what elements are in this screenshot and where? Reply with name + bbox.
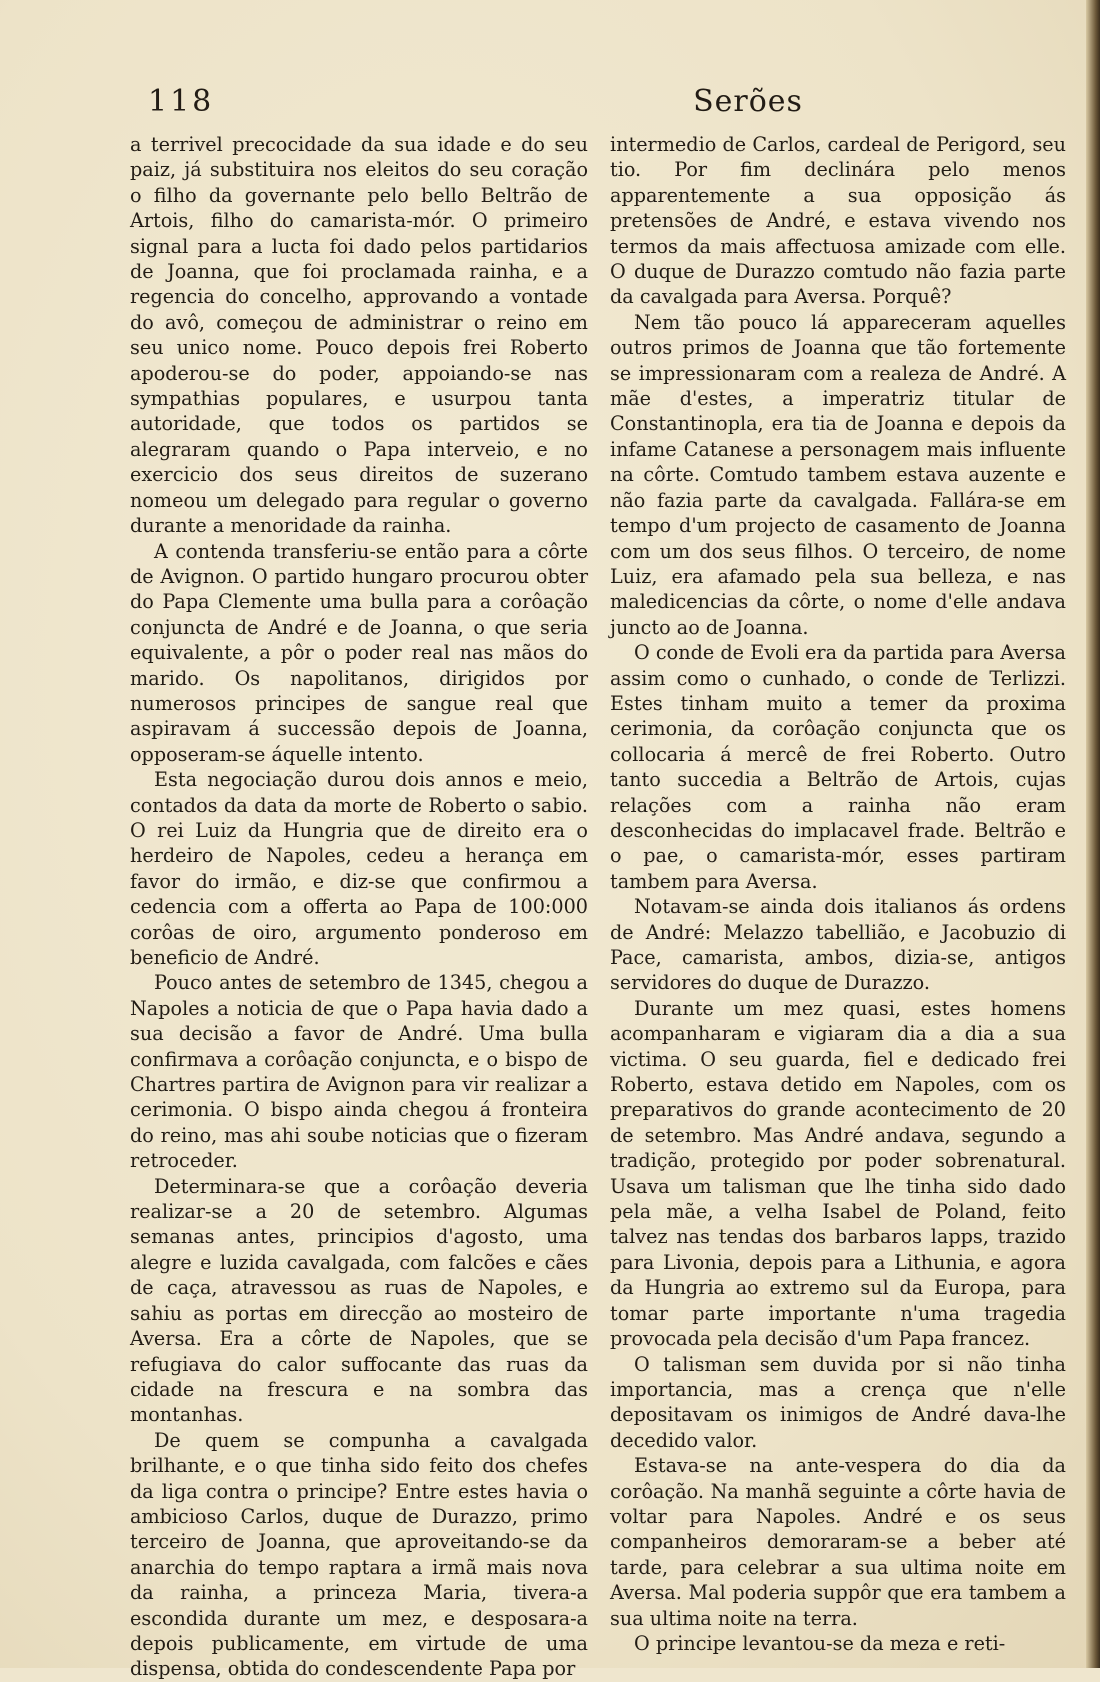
paragraph: Determinara-se que a corôação deveria realizar-se a 20 de setembro. Algumas semanas antes, principios d'agosto, uma alegre e luzida cavalgada, com falcões e cães de caça, atravessou as ruas de Napoles, e sahiu as portas em direcção ao mosteiro de Aversa. Era a côrte de Napoles, que se refugiava do calor suffocante das ruas da cidade na frescura e na sombra das montanhas.: [130, 1174, 588, 1427]
page-header: [148, 82, 1068, 122]
paragraph: Estava-se na ante-vespera do dia da corôação. Na manhã seguinte a côrte havia de voltar para Napoles. André e os seus companheiros demoraram-se a beber até tarde, para celebrar a sua ultima noite em Aversa. Mal poderia suppôr que era tambem a sua ultima noite na terra.: [610, 1454, 1066, 1630]
right-column: [610, 132, 1066, 1656]
paragraph: Pouco antes de setembro de 1345, chegou a Napoles a noticia de que o Papa havia dado a sua decisão a favor de André. Uma bulla confirmava a corôação conjuncta, e o bispo de Chartres partira de Avignon para vir realizar a cerimonia. O bispo ainda chegou á fronteira do reino, mas ahi soube noticias que o fizeram retroceder.: [130, 971, 588, 1173]
paragraph: De quem se compunha a cavalgada brilhante, e o que tinha sido feito dos chefes da liga contra o principe? Entre estes havia o ambicioso Carlos, duque de Durazzo, primo terceiro de Joanna, que aproveitando-se da anarchia do tempo raptara a irmã mais nova da rainha, a princeza Maria, tivera-a escondida durante um mez, e desposara-a depois publicamente, em virtude de uma dispensa, obtida do condescendente Papa por: [130, 1428, 588, 1681]
paragraph: intermedio de Carlos, cardeal de Perigord, seu tio. Por fim declinára pelo menos apparentemente a sua opposição ás pretensões de André, e estava vivendo nos termos da mais affectuosa amizade com elle. O duque de Durazzo comtudo não fazia parte da cavalgada para Aversa. Porquê?: [610, 133, 1066, 309]
paragraph: O talisman sem duvida por si não tinha importancia, mas a crença que n'elle depositavam os inimigos de André dava-lhe decedido valor.: [610, 1352, 1066, 1452]
left-column: [130, 132, 588, 1682]
page-edge-shadow: [1086, 0, 1100, 1668]
paragraph: a terrivel precocidade da sua idade e do seu paiz, já substituira nos eleitos do seu coração o filho da governante pelo bello Beltrão de Artois, filho do camarista-mór. O primeiro signal para a lucta foi dado pelos partidarios de Joanna, que foi proclamada rainha, e a regencia do concelho, approvando a vontade do avô, começou de administrar o reino em seu unico nome. Pouco depois frei Roberto apoderou-se do poder, appoiando-se nas sympathias populares, e usurpou tanta autoridade, que todos os partidos se alegraram quando o Papa interveio, e no exercicio dos seus direitos de suzerano nomeou um delegado para regular o governo durante a menoridade da rainha.: [130, 133, 588, 538]
paragraph: A contenda transferiu-se então para a côrte de Avignon. O partido hungaro procurou obter do Papa Clemente uma bulla para a corôação conjuncta de André e de Joanna, o que seria equivalente, a pôr o poder real nas mãos do marido. Os napolitanos, dirigidos por numerosos principes de sangue real que aspiravam á successão depois de Joanna, opposeram-se áquelle intento.: [130, 539, 588, 766]
paragraph: Nem tão pouco lá appareceram aquelles outros primos de Joanna que tão fortemente se impressionaram com a realeza de André. A mãe d'estes, a imperatriz titular de Constantinopla, era tia de Joanna e depois da infame Catanese a personagem mais influente na côrte. Comtudo tambem estava auzente e não fazia parte da cavalgada. Fallára-se em tempo d'um projecto de casamento de Joanna com um dos seus filhos. O terceiro, de nome Luiz, era afamado pela sua belleza, e nas maledicencias da côrte, o nome d'elle andava juncto ao de Joanna.: [610, 310, 1066, 639]
running-title: Serões: [693, 84, 803, 119]
paragraph: Durante um mez quasi, estes homens acompanharam e vigiaram dia a dia a sua victima. O seu guarda, fiel e dedicado frei Roberto, estava detido em Napoles, com os preparativos do grande acontecimento de 20 de setembro. Mas André andava, segundo a tradição, protegido por poder sobrenatural. Usava um talisman que lhe tinha sido dado pela mãe, a velha Isabel de Poland, feito talvez nas tendas dos barbaros lapps, trazido para Livonia, depois para a Lithunia, e agora da Hungria ao extremo sul da Europa, para tomar parte importante n'uma tragedia provocada pela decisão d'um Papa francez.: [610, 996, 1066, 1351]
paragraph: Notavam-se ainda dois italianos ás ordens de André: Melazzo tabellião, e Jacobuzio di Pace, camarista, ambos, dizia-se, antigos servidores do duque de Durazzo.: [610, 895, 1066, 995]
page-number: 118: [148, 84, 215, 119]
paragraph: O principe levantou-se da meza e reti-: [634, 1631, 1006, 1655]
paragraph: O conde de Evoli era da partida para Aversa assim como o cunhado, o conde de Terlizzi. Estes tinham muito a temer da proxima cerimonia, da corôação conjuncta que os collocaria á mercê de frei Roberto. Outro tanto succedia a Beltrão de Artois, cujas relações com a rainha não eram desconhecidas do implacavel frade. Beltrão e o pae, o camarista-mór, esses partiram tambem para Aversa.: [610, 641, 1066, 893]
paragraph: Esta negociação durou dois annos e meio, contados da data da morte de Roberto o sabio. O rei Luiz da Hungria que de direito era o herdeiro de Napoles, cedeu a herança em favor do irmão, e diz-se que confirmou a cedencia com a offerta ao Papa de 100:000 corôas de oiro, argumento ponderoso em beneficio de André.: [130, 768, 588, 969]
